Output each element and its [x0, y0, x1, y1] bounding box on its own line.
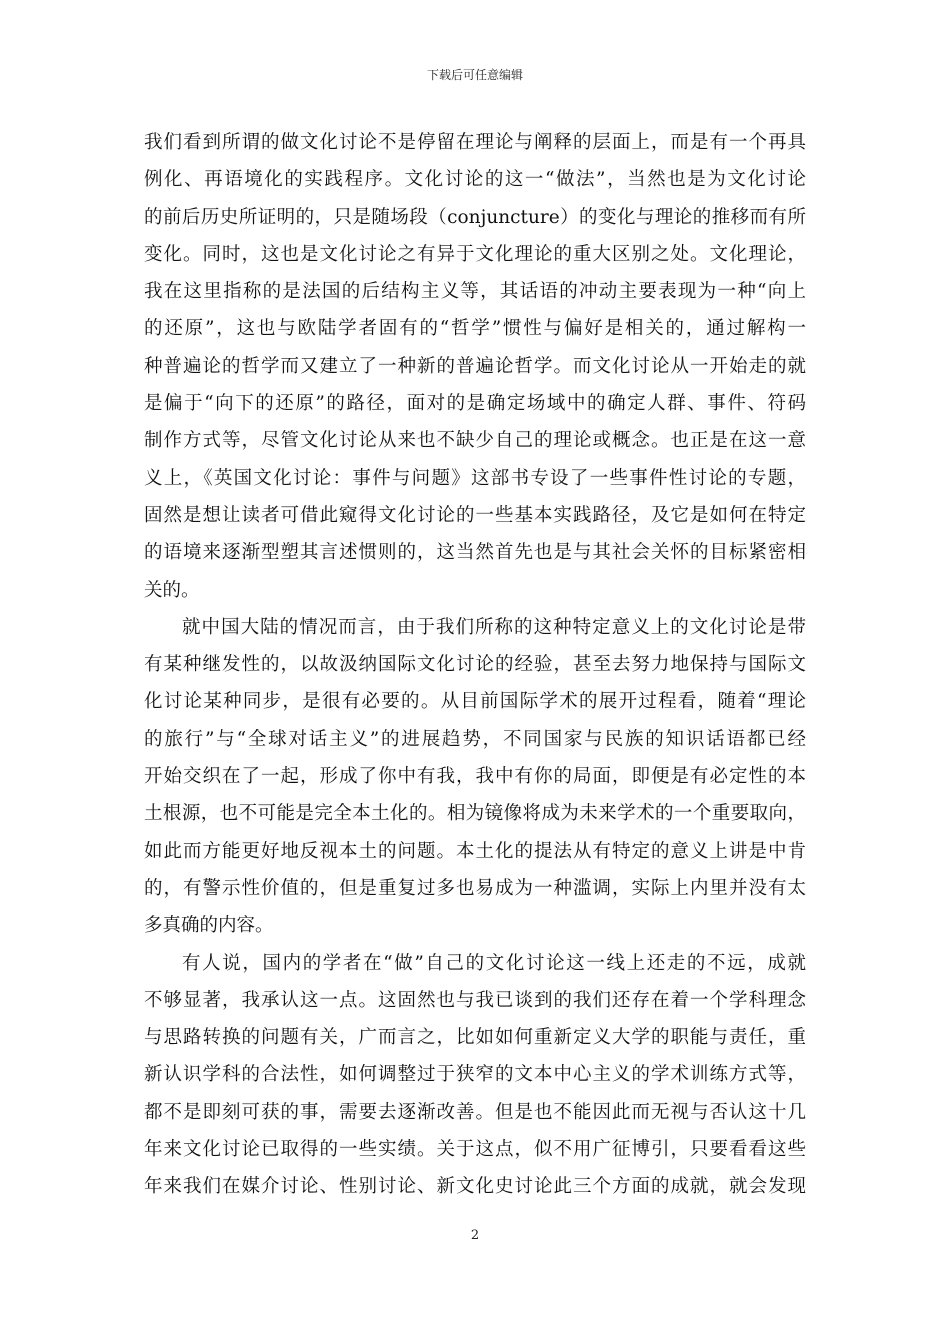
- text-line: 关的。: [144, 579, 200, 601]
- text-line: 的还原”，这也与欧陆学者固有的“哲学”惯性与偏好是相关的，通过解构一: [144, 318, 806, 340]
- text-line: 种普遍论的哲学而又建立了一种新的普遍论哲学。而文化讨论从一开始走的就: [144, 355, 806, 377]
- text-line: 化讨论某种同步，是很有必要的。从目前国际学术的展开过程看，随着“理论: [144, 691, 806, 713]
- text-line: 的语境来逐渐型塑其言述惯则的，这当然首先也是与其社会关怀的目标紧密相: [144, 542, 806, 564]
- document-body: [144, 124, 806, 1206]
- text-line: 例化、再语境化的实践程序。文化讨论的这一“做法”，当然也是为文化讨论: [144, 169, 806, 191]
- text-line: 义上，《英国文化讨论：事件与问题》这部书专设了一些事件性讨论的专题，: [144, 467, 806, 489]
- text-line: 新认识学科的合法性，如何调整过于狭窄的文本中心主义的学术训练方式等，: [144, 1064, 806, 1086]
- text-line: 都不是即刻可获的事，需要去逐渐改善。但是也不能因此而无视与否认这十几: [144, 1101, 806, 1123]
- text-line: 固然是想让读者可借此窥得文化讨论的一些基本实践路径，及它是如何在特定: [144, 504, 806, 526]
- text-line: 制作方式等，尽管文化讨论从来也不缺少自己的理论或概念。也正是在这一意: [144, 430, 806, 452]
- text-line: 如此而方能更好地反视本土的问题。本土化的提法从有特定的意义上讲是中肯: [144, 840, 806, 862]
- page-header: 下载后可任意编辑: [426, 68, 523, 82]
- text-line: 就中国大陆的情况而言，由于我们所称的这种特定意义上的文化讨论是带: [182, 616, 806, 638]
- text-line: 的前后历史所证明的，只是随场段（conjuncture）的变化与理论的推移而有所: [144, 206, 806, 228]
- text-line: 的，有警示性价值的，但是重复过多也易成为一种滥调，实际上内里并没有太: [144, 877, 806, 899]
- text-line: 开始交织在了一起，形成了你中有我，我中有你的局面，即便是有必定性的本: [144, 766, 806, 788]
- text-line: 与思路转换的问题有关，广而言之，比如如何重新定义大学的职能与责任，重: [144, 1027, 806, 1049]
- text-line: 年来文化讨论已取得的一些实绩。关于这点，似不用广征博引，只要看看这些: [144, 1139, 806, 1161]
- text-line: 土根源，也不可能是完全本土化的。相为镜像将成为未来学术的一个重要取向，: [144, 803, 806, 825]
- text-line: 多真确的内容。: [144, 915, 274, 937]
- page-number: 2: [470, 1228, 480, 1243]
- text-line: 的旅行”与“全球对话主义”的进展趋势，不同国家与民族的知识话语都已经: [144, 728, 806, 750]
- text-line: 我在这里指称的是法国的后结构主义等，其话语的冲动主要表现为一种“向上: [144, 281, 806, 303]
- text-line: 有某种继发性的，以故汲纳国际文化讨论的经验，甚至去努力地保持与国际文: [144, 654, 806, 676]
- text-line: 不够显著，我承认这一点。这固然也与我已谈到的我们还存在着一个学科理念: [144, 989, 806, 1011]
- text-line: 变化。同时，这也是文化讨论之有异于文化理论的重大区别之处。文化理论，: [144, 243, 806, 265]
- text-line: 年来我们在媒介讨论、性别讨论、新文化史讨论此三个方面的成就，就会发现: [144, 1176, 806, 1198]
- text-line: 是偏于“向下的还原”的路径，面对的是确定场域中的确定人群、事件、符码: [144, 393, 806, 415]
- text-line: 有人说，国内的学者在“做”自己的文化讨论这一线上还走的不远，成就: [182, 952, 806, 974]
- text-line: 我们看到所谓的做文化讨论不是停留在理论与阐释的层面上，而是有一个再具: [144, 132, 806, 153]
